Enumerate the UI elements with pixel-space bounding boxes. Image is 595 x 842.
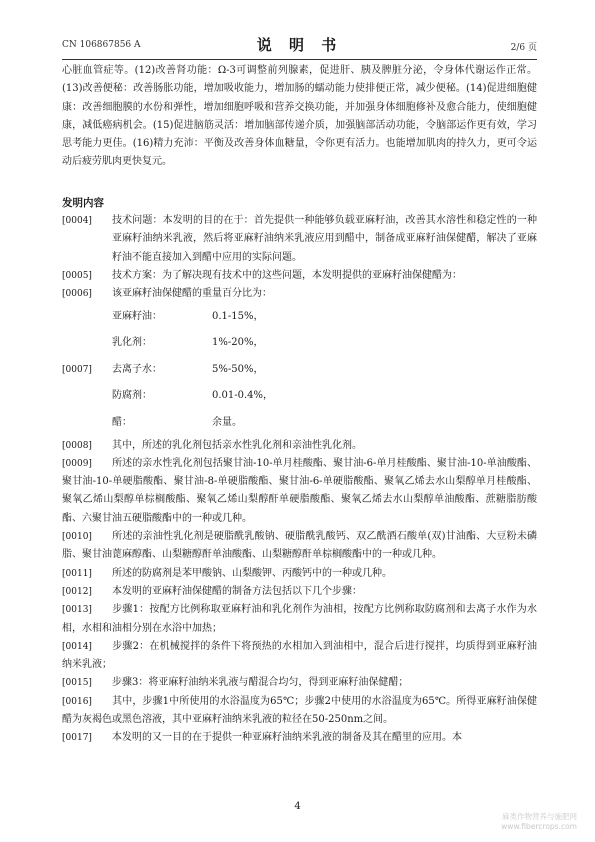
paragraph-number: [0006] [62, 289, 92, 300]
paragraph-text: 步骤1：按配方比例称取亚麻籽油和乳化剂作为油相，按配方比例称取防腐剂和去离子水作为水相，水相和油相分别在水浴中加热； [62, 604, 537, 634]
paragraph-number: [0005] [62, 270, 92, 281]
paragraph-number: [0011] [62, 568, 92, 579]
ingredient-value: 5%-50%， [212, 363, 264, 375]
paragraph-number: [0010] [62, 532, 92, 543]
ingredient-name: 醋： [112, 417, 132, 429]
composition-row [62, 357, 537, 384]
ingredient-value: 0.01-0.4%， [212, 390, 274, 402]
paragraph-0012 [62, 583, 537, 601]
watermark [501, 812, 577, 832]
ingredient-name: 去离子水： [112, 363, 162, 375]
paragraph-text: 技术方案：为了解决现有技术中的这些问题，本发明提供的亚麻籽油保健醋为： [112, 269, 462, 281]
ingredient-name: 亚麻籽油： [112, 310, 162, 322]
paragraph-0008 [62, 437, 537, 455]
header-divider [62, 59, 537, 60]
paragraph-number: [0009] [62, 458, 92, 469]
composition-row [62, 410, 537, 437]
ingredient-value: 0.1-15%， [212, 310, 264, 322]
ingredient-value: 1%-20%， [212, 337, 264, 349]
paragraph-0005 [62, 267, 537, 285]
ingredient-name: 乳化剂： [112, 337, 152, 349]
paragraph-number: [0007] [62, 364, 92, 375]
paragraph-text: 所述的防腐剂是苯甲酸钠、山梨酸钾、丙酸钙中的一种或几种。 [112, 567, 392, 579]
paragraph-number: [0008] [62, 440, 92, 451]
paragraph-number: [0016] [62, 696, 92, 707]
paragraph-number: [0017] [62, 733, 92, 744]
ingredient-value: 余量。 [212, 417, 242, 429]
paragraph-text: 本发明的亚麻籽油保健醋的制备方法包括以下几个步骤： [112, 585, 362, 597]
paragraph-0009 [62, 455, 537, 528]
paragraph-text: 所述的亲油性乳化剂是硬脂酰乳酸钠、硬脂酰乳酸钙、双乙酰酒石酸单(双)甘油酯、大豆粉未磷脂、聚甘油蓖麻醇酯、山梨糖醇酐单油酸酯、山梨糖醇酐单棕榈酸酯中的一种或几种。 [62, 531, 537, 561]
intro-paragraph: 心脏血管症等。(12)改善肾功能：Ω-3可调整前列腺素，促进肝、胰及脾脏分泌，令身体代谢运作正常。(13)改善便秘：改善肠胀功能，增加吸收能力，增加肠的蠕动能力使排便正常，减少便秘。(14)促进细胞健康：改善细胞膜的水份和弹性，增加细胞呼吸和营养交换功能，并加强身体细胞修补及愈合能力，使细胞健康，减低癌病机会。(15)促进脑筋灵活：增加脑部传递介质，加强脑部活动功能，令脑部运作更有效，学习思考能力更佳。(16)精力充沛：平衡及改善身体血糖量，令你更有活力。也能增加肌肉的持久力，更可令运动后疲劳肌肉更快复元。 [62, 65, 537, 168]
section-title: 发明内容 [62, 196, 104, 209]
paragraph-text: 其中，步骤1中所使用的水浴温度为65℃；步骤2中使用的水浴温度为65℃。所得亚麻籽油保健醋为灰褐色或黑色溶液，其中亚麻籽油纳米乳液的粒径在50-250nm之间。 [62, 695, 537, 725]
paragraph-number: [0014] [62, 641, 92, 652]
paragraph-number: [0013] [62, 605, 92, 616]
paragraph-0016 [62, 693, 537, 730]
patent-number: CN 106867856 A [62, 40, 141, 50]
paragraph-text: 其中，所述的乳化剂包括亲水性乳化剂和亲油性乳化剂。 [112, 439, 362, 451]
paragraph-text: 步骤3：将亚麻籽油纳米乳液与醋混合均匀，得到亚麻籽油保健醋； [112, 677, 409, 689]
paragraph-0015 [62, 674, 537, 692]
page-number: 4 [294, 801, 301, 812]
paragraph-0006 [62, 285, 537, 303]
paragraph-0014 [62, 638, 537, 675]
page-indicator: 2/6 页 [510, 43, 537, 53]
paragraph-text: 本发明的又一目的在于提供一种亚麻籽油纳米乳液的制备及其在醋里的应用。本 [112, 732, 462, 744]
document-body [62, 62, 537, 748]
composition-row [62, 383, 537, 410]
paragraph-text: 技术问题：本发明的目的在于：首先提供一种能够负载亚麻籽油，改善其水溶性和稳定性的一种亚麻籽油纳米乳液，然后将亚麻籽油纳米乳液应用到醋中，制备成亚麻籽油保健醋，解决了亚麻籽油不能直接加入到醋中应用的实际问题。 [112, 215, 537, 263]
paragraph-number: [0004] [62, 216, 92, 227]
paragraph-text: 该亚麻籽油保健醋的重量百分比为： [112, 288, 272, 300]
paragraph-text: 所述的亲水性乳化剂包括聚甘油-10-单月桂酸酯、聚甘油-6-单月桂酸酯、聚甘油-10-单油酸酯、聚甘油-10-单硬脂酸酯、聚甘油-8-单硬脂酸酯、聚甘油-6-单硬脂酸酯、聚氧乙烯去水山梨醇单月桂酸酯、聚氧乙烯山梨醇单棕榈酸酯、聚氧乙烯山梨醇酐单硬脂酸酯、聚氧乙烯去水山梨醇单油酸酯、蔗糖脂肪酸酯、六聚甘油五硬脂酸酯中的一种或几种。 [62, 457, 537, 524]
paragraph-0010 [62, 528, 537, 565]
page-header [62, 34, 537, 58]
paragraph-text: 步骤2：在机械搅拌的条件下将预热的水相加入到油相中，混合后进行搅拌，均质得到亚麻籽油纳米乳液； [62, 640, 537, 671]
composition-row [62, 330, 537, 357]
watermark-url: www.fibercrops.com [501, 822, 577, 831]
ingredient-name: 防腐剂： [112, 390, 152, 402]
paragraph-0017 [62, 729, 537, 747]
paragraph-0011 [62, 565, 537, 583]
paragraph-number: [0015] [62, 678, 92, 689]
document-title: 说 明 书 [256, 36, 343, 54]
composition-table [62, 304, 537, 437]
paragraph-0013 [62, 601, 537, 638]
composition-row [62, 304, 537, 331]
watermark-site-name: 麻类作物营养与施肥网 [502, 812, 577, 821]
paragraph-0004 [62, 212, 537, 267]
paragraph-number: [0012] [62, 586, 92, 597]
